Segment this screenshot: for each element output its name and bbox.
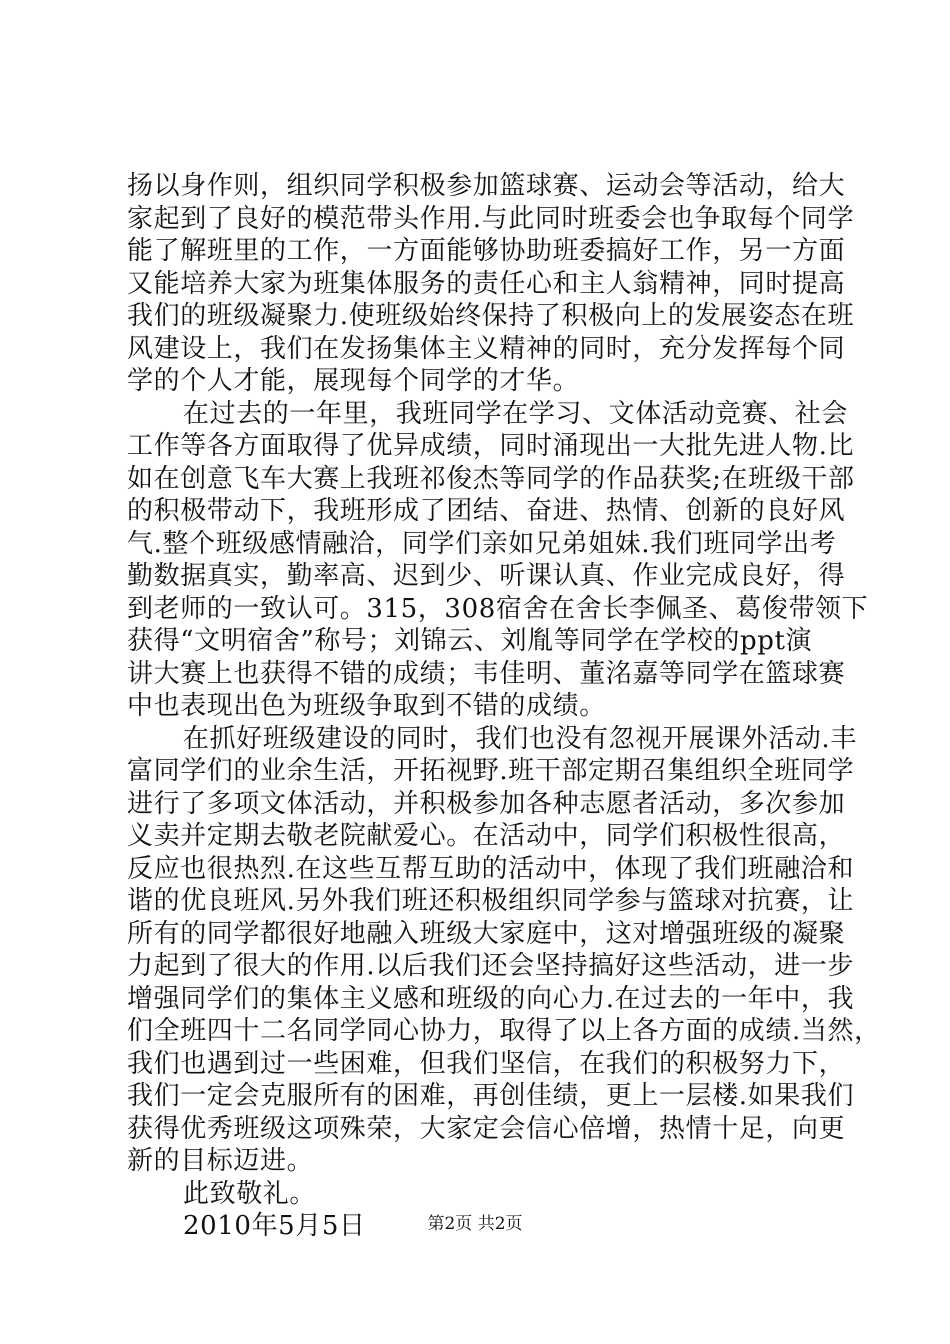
text-line: 家起到了良好的模范带头作用.与此同时班委会也争取每个同学 (127, 203, 855, 234)
text-line: 们全班四十二名同学同心协力，取得了以上各方面的成绩.当然， (127, 1016, 881, 1046)
text-line: 获得“文明宿舍”称号；刘锦云、刘胤等同学在学校的ppt演 (127, 626, 813, 656)
text-line: 讲大赛上也获得不错的成绩；韦佳明、董洺嘉等同学在篮球赛 (127, 658, 846, 689)
page-number-footer: 第2页 共2页 (427, 1214, 523, 1234)
text-line: 中也表现出色为班级争取到不错的成绩。 (127, 691, 606, 721)
text-line: 力起到了很大的作用.以后我们还会坚持搞好这些活动，进一步 (127, 951, 855, 981)
text-line: 能了解班里的工作，一方面能够协助班委搞好工作，另一方面 (127, 236, 846, 266)
text-line: 谐的优良班风.另外我们班还积极组织同学参与篮球对抗赛，让 (127, 886, 855, 916)
text-line: 我们一定会克服所有的困难，再创佳绩，更上一层楼.如果我们 (127, 1081, 855, 1111)
text-line: 所有的同学都很好地融入班级大家庭中，这对增强班级的凝聚 (127, 918, 846, 949)
text-line: 又能培养大家为班集体服务的责任心和主人翁精神，同时提高 (127, 268, 846, 299)
text-line: 风建设上，我们在发扬集体主义精神的同时，充分发挥每个同 (127, 333, 846, 364)
letter-date: 2010年5月5日 (183, 1211, 366, 1241)
text-line: 反应也很热烈.在这些互帮互助的活动中，体现了我们班融洽和 (127, 853, 855, 884)
text-line: 气.整个班级感情融洽，同学们亲如兄弟姐妹.我们班同学出考 (127, 528, 837, 559)
text-line: 我们的班级凝聚力.使班级始终保持了积极向上的发展姿态在班 (127, 301, 855, 331)
text-line: 增强同学们的集体主义感和班级的向心力.在过去的一年中，我 (127, 983, 855, 1014)
text-line: 义卖并定期去敬老院献爱心。在活动中，同学们积极性很高， (127, 821, 846, 851)
text-line: 获得优秀班级这项殊荣，大家定会信心倍增，热情十足，向更 (127, 1113, 846, 1144)
text-line: 勤数据真实，勤率高、迟到少、听课认真、作业完成良好，得 (127, 561, 846, 591)
text-line: 我们也遇到过一些困难，但我们坚信，在我们的积极努力下， (127, 1048, 846, 1079)
text-line: 到老师的一致认可。315，308宿舍在舍长李佩圣、葛俊带领下 (127, 593, 869, 624)
text-line: 的积极带动下，我班形成了团结、奋进、热情、创新的良好风 (127, 496, 846, 526)
text-line: 新的目标迈进。 (127, 1146, 314, 1176)
text-line: 如在创意飞车大赛上我班祁俊杰等同学的作品获奖;在班级干部 (127, 463, 855, 494)
text-line: 在抓好班级建设的同时，我们也没有忽视开展课外活动.丰 (183, 723, 857, 754)
text-line: 工作等各方面取得了优异成绩，同时涌现出一大批先进人物.比 (127, 431, 855, 461)
body-text (127, 170, 881, 1243)
closing-salutation: 此致敬礼。 (183, 1178, 317, 1209)
text-line: 扬以身作则，组织同学积极参加篮球赛、运动会等活动，给大 (127, 171, 846, 201)
text-line: 进行了多项文体活动，并积极参加各种志愿者活动，多次参加 (127, 788, 846, 819)
text-line: 富同学们的业余生活，开拓视野.班干部定期召集组织全班同学 (127, 756, 855, 786)
text-line: 在过去的一年里，我班同学在学习、文体活动竞赛、社会 (183, 398, 849, 429)
text-line: 学的个人才能，展现每个同学的才华。 (127, 366, 580, 396)
